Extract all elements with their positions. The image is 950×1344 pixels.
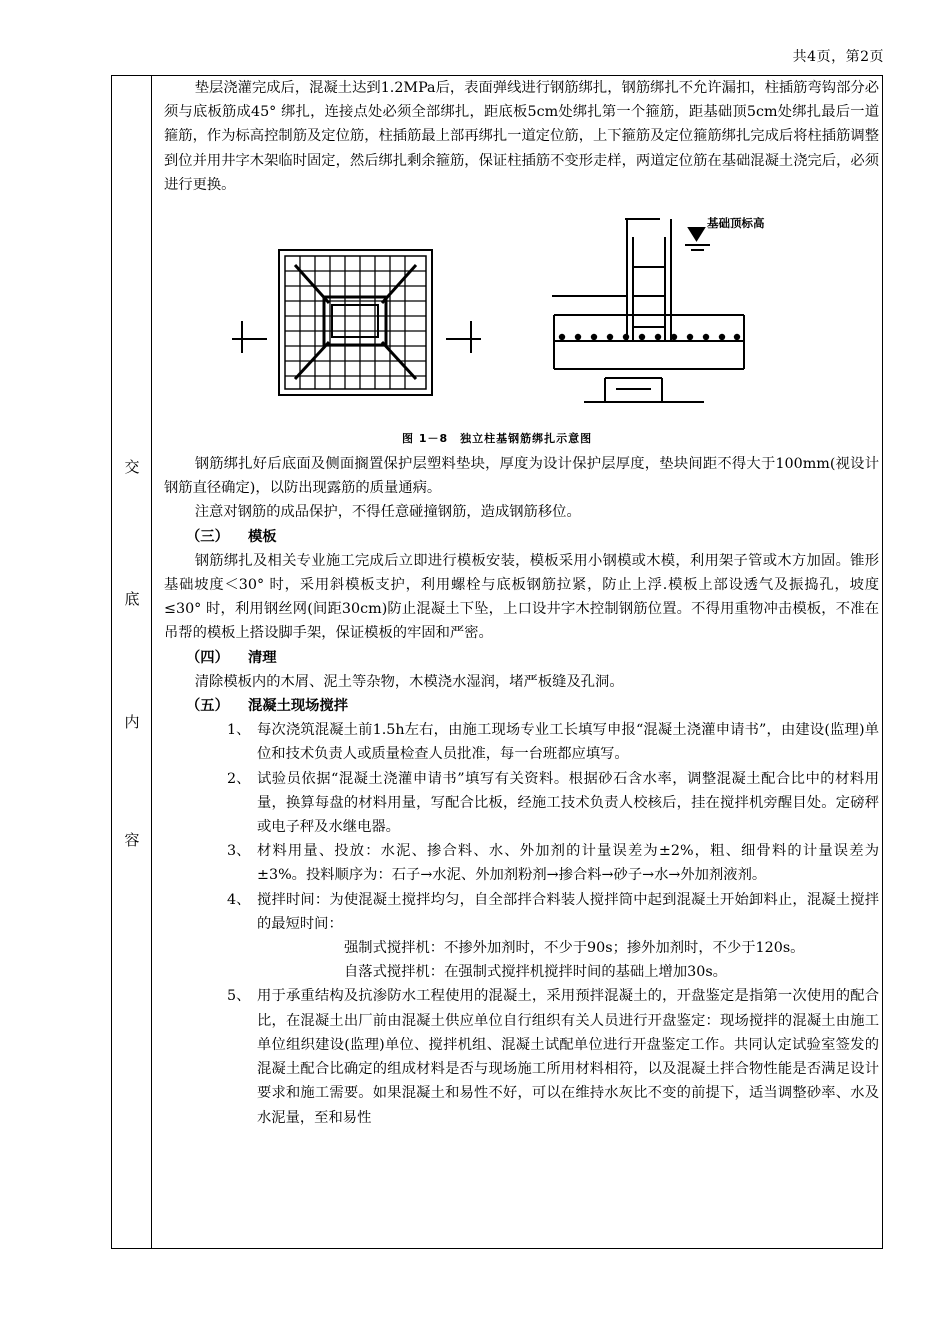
paragraph: 钢筋绑扎及相关专业施工完成后立即进行模板安装，模板采用小钢模或木模，利用架子管或木方加固。锥形基础坡度＜30° 时，采用斜模板支护，利用螺栓与底板钢筋拉紧，防止上浮.模板上部设透气及振捣孔，坡度≤30° 时，利用钢丝网(间距30cm)防止混凝土下坠，上口设井字木控制钢筋位置。不得用重物冲击模板，不准在吊帮的模板上搭设脚手架，保证模板的牢固和严密。 [164, 552, 879, 642]
paragraph: 注意对钢筋的成品保护，不得任意碰撞钢筋，造成钢筋移位。 [194, 504, 581, 521]
list-text: 试验员依据“混凝土浇灌申请书”填写有关资料。根据砂石含水率，调整混凝土配合比中的材料用量，换算每盘的材料用量，写配合比板，经施工技术负责人校核后，挂在搅拌机旁醒目处。定磅秤或电子秤及水继电器。 [257, 770, 879, 836]
list-index: 2、 [227, 770, 251, 787]
list-item [164, 767, 879, 840]
elevation-label: 基础顶标高 [707, 216, 765, 231]
list-item [164, 718, 879, 766]
list-item [164, 839, 879, 887]
paragraph: 钢筋绑扎好后底面及侧面搁置保护层塑料垫块，厚度为设计保护层厚度，垫块间距不得大于100mm(视设计钢筋直径确定)，以防出现露筋的质量通病。 [164, 456, 879, 497]
section-heading [164, 525, 879, 549]
content-cell [164, 76, 879, 1130]
list-text: 用于承重结构及抗渗防水工程使用的混凝土，采用预拌混凝土的，开盘鉴定是指第一次使用的配合比，在混凝土出厂前由混凝土供应单位自行组织有关人员进行开盘鉴定：现场搅拌的混凝土由施工单位组织建设(监理)单位、搅拌机组、混凝土试配单位进行开盘鉴定工作。共同认定试验室签发的混凝土配合比确定的组成材料是否与现场施工所用材料相符，以及混凝土拌合物性能是否满足设计要求和施工需要。如果混凝土和易性不好，可以在维持水灰比不变的前提下，适当调整砂率、水及水泥量，至和易性 [257, 988, 879, 1126]
paragraph: 清除模板内的木屑、泥土等杂物，木模浇水湿润，堵严板缝及孔洞。 [194, 673, 624, 690]
list-index: 5、 [227, 988, 251, 1005]
list-item [164, 984, 879, 1129]
list-index: 4、 [227, 891, 251, 908]
section-title: 混凝土现场搅拌 [248, 698, 349, 715]
page-header: 共4页，第2页 [792, 49, 884, 65]
mixing-time-line: 自落式搅拌机：在强制式搅拌机搅拌时间的基础上增加30s。 [344, 964, 727, 981]
rebar-figure [164, 197, 879, 452]
section-title: 清理 [248, 649, 277, 666]
side-label-char: 交 [124, 458, 140, 476]
section-number: （四） [186, 649, 229, 666]
section-heading [164, 646, 879, 670]
section-title: 模板 [248, 528, 277, 545]
list-text: 每次浇筑混凝土前1.5h左右，由施工现场专业工长填写申报“混凝土浇灌申请书”，由建设(监理)单位和技术负责人或质量检查人员批准，每一台班都应填写。 [257, 722, 879, 763]
section-number: （三） [186, 528, 229, 545]
side-label-column [112, 76, 152, 1248]
document-table [111, 75, 883, 1249]
rebar-diagram [164, 197, 879, 452]
figure-caption: 图 1－8 独立柱基钢筋绑扎示意图 [402, 432, 593, 446]
mixing-time-line: 强制式搅拌机：不掺外加剂时，不少于90s；掺外加剂时，不少于120s。 [344, 940, 805, 957]
side-label-char: 底 [124, 590, 140, 608]
list-item [164, 888, 879, 936]
list-index: 1、 [227, 722, 251, 739]
list-index: 3、 [227, 843, 251, 860]
list-text: 材料用量、投放：水泥、掺合料、水、外加剂的计量误差为±2%，粗、细骨料的计量误差为±3%。投料顺序为：石子→水泥、外加剂粉剂→掺合料→砂子→水→外加剂液剂。 [257, 843, 879, 884]
list-text: 搅拌时间：为使混凝土搅拌均匀，自全部拌合料装人搅拌筒中起到混凝土开始卸料止，混凝土搅拌的最短时间： [257, 891, 879, 932]
paragraph: 垫层浇灌完成后，混凝土达到1.2MPa后，表面弹线进行钢筋绑扎，钢筋绑扎不允许漏扣，柱插筋弯钩部分必须与底板筋成45° 绑扎，连接点处必须全部绑扎，距底板5cm处绑扎第一个箍筋，距基础顶5cm处绑扎最后一道箍筋，作为标高控制筋及定位筋，柱插筋最上部再绑扎一道定位筋，上下箍筋及定位箍筋绑扎完成后将柱插筋调整到位并用井字木架临时固定，然后绑扎剩余箍筋，保证柱插筋不变形走样，两道定位筋在基础混凝土浇完后，必须进行更换。 [164, 80, 879, 193]
side-label-char: 内 [124, 713, 140, 731]
section-number: （五） [186, 698, 229, 715]
side-label-char: 容 [124, 831, 140, 849]
section-heading [164, 694, 879, 718]
